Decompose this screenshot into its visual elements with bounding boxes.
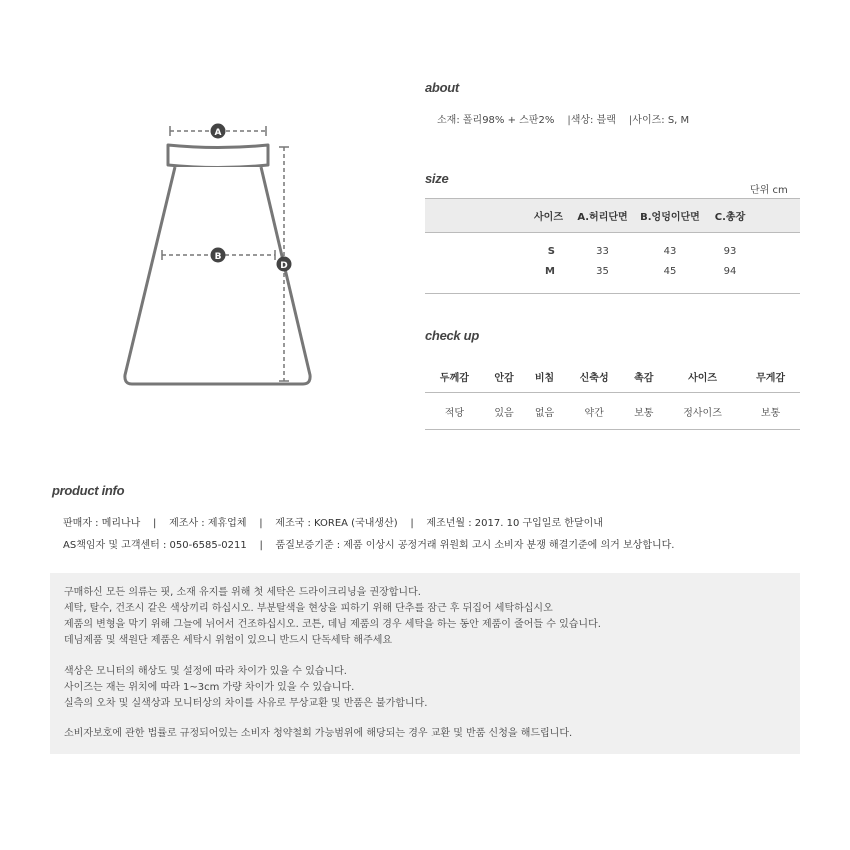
size-header-row: [425, 199, 800, 233]
size-cell: S: [547, 245, 555, 257]
notice-group-2: [64, 664, 427, 712]
table-row: [425, 393, 800, 430]
skirt-body: [125, 167, 310, 384]
separator: |: [567, 115, 571, 126]
notice-group-1: [64, 585, 601, 649]
notice-group-3: [64, 726, 572, 742]
product-info-line1: 판매자 : 메리나나 | 제조사 : 제휴업체 | 제조국 : KOREA (국내생산) | 제조년월 : 2017. 10 구입일로 한달이내: [63, 518, 603, 529]
size-cell: 94: [723, 265, 737, 277]
checkup-header-row: [425, 360, 800, 393]
size-cell: M: [545, 265, 555, 277]
skirt-waistband: [168, 145, 268, 168]
about-material: 소재: 폴리98% + 스판2%: [437, 115, 555, 126]
table-row: [425, 261, 800, 281]
checkup-value: 약간: [565, 393, 624, 430]
checkup-header: 비침: [524, 360, 564, 393]
size-cell: 33: [596, 245, 609, 257]
notice-line: 제품의 변형을 막기 위해 그늘에 뉘어서 건조하십시오. 코튼, 데님 제품의 경우 세탁을 하는 동안 제품이 줄어들 수 있습니다.: [64, 619, 601, 630]
label-b: B: [214, 252, 222, 262]
notice-line: 구매하신 모든 의류는 핏, 소재 유지를 위해 첫 세탁은 드라이크리닝을 권장합니다.: [64, 587, 421, 598]
table-row: [425, 241, 800, 261]
size-header: B.엉덩이단면: [640, 212, 700, 223]
checkup-header: 두께감: [425, 360, 484, 393]
size-title: size: [425, 171, 449, 186]
checkup-header: 무게감: [741, 360, 800, 393]
notice-line: 색상은 모니터의 해상도 및 설정에 따라 차이가 있을 수 있습니다.: [64, 666, 347, 677]
label-d: D: [280, 261, 288, 271]
notice-line: 세탁, 탈수, 건조시 같은 색상끼리 하십시오. 부분탈색을 현상을 피하기 위해 단추를 잠근 후 뒤집어 세탁하십시오: [64, 603, 553, 614]
skirt-diagram: [110, 115, 320, 395]
size-cell: 45: [663, 265, 677, 277]
about-sizes: 사이즈: S, M: [632, 115, 690, 126]
product-info-line2: AS책임자 및 고객센터 : 050-6585-0211 | 품질보증기준 : 제품 이상시 공정거래 위원회 고시 소비자 분쟁 해결기준에 의거 보상합니다.: [63, 540, 675, 551]
about-line: [437, 111, 689, 126]
about-title: about: [425, 80, 459, 95]
checkup-table: [425, 360, 800, 430]
notice-line: 소비자보호에 관한 법률로 규정되어있는 소비자 청약철회 가능범위에 해당되는 경우 교환 및 반품 신청을 해드립니다.: [64, 728, 573, 739]
checkup-header: 촉감: [624, 360, 664, 393]
size-table: [425, 198, 800, 294]
checkup-value: 보통: [741, 393, 800, 430]
checkup-header: 신축성: [565, 360, 624, 393]
size-cell: 43: [663, 245, 677, 257]
size-cell: 35: [596, 265, 609, 277]
checkup-header: 사이즈: [664, 360, 741, 393]
checkup-value: 없음: [524, 393, 564, 430]
label-a: A: [214, 128, 222, 138]
notice-line: 사이즈는 재는 위치에 따라 1~3cm 가량 차이가 있을 수 있습니다.: [64, 682, 355, 693]
checkup-header: 안감: [484, 360, 524, 393]
checkup-value: 보통: [624, 393, 664, 430]
product-info-title: product info: [52, 483, 125, 498]
checkup-value: 적당: [425, 393, 484, 430]
size-header: A.허리단면: [577, 212, 628, 223]
size-cell: 93: [723, 245, 737, 257]
size-header: C.총장: [714, 212, 746, 223]
checkup-value: 정사이즈: [664, 393, 741, 430]
care-notice: [50, 573, 800, 754]
separator: |: [628, 115, 633, 126]
notice-line: 데님제품 및 색원단 제품은 세탁시 위험이 있으니 반드시 단독세탁 해주세요: [64, 635, 393, 646]
checkup-value: 있음: [484, 393, 524, 430]
size-header: 사이즈: [534, 212, 563, 223]
checkup-title: check up: [425, 328, 479, 343]
about-color: 색상: 블랙: [570, 115, 616, 126]
notice-line: 실측의 오차 및 실색상과 모니터상의 차이를 사유로 무상교환 및 반품은 불가합니다.: [64, 698, 428, 709]
size-unit: 단위 cm: [750, 185, 788, 196]
